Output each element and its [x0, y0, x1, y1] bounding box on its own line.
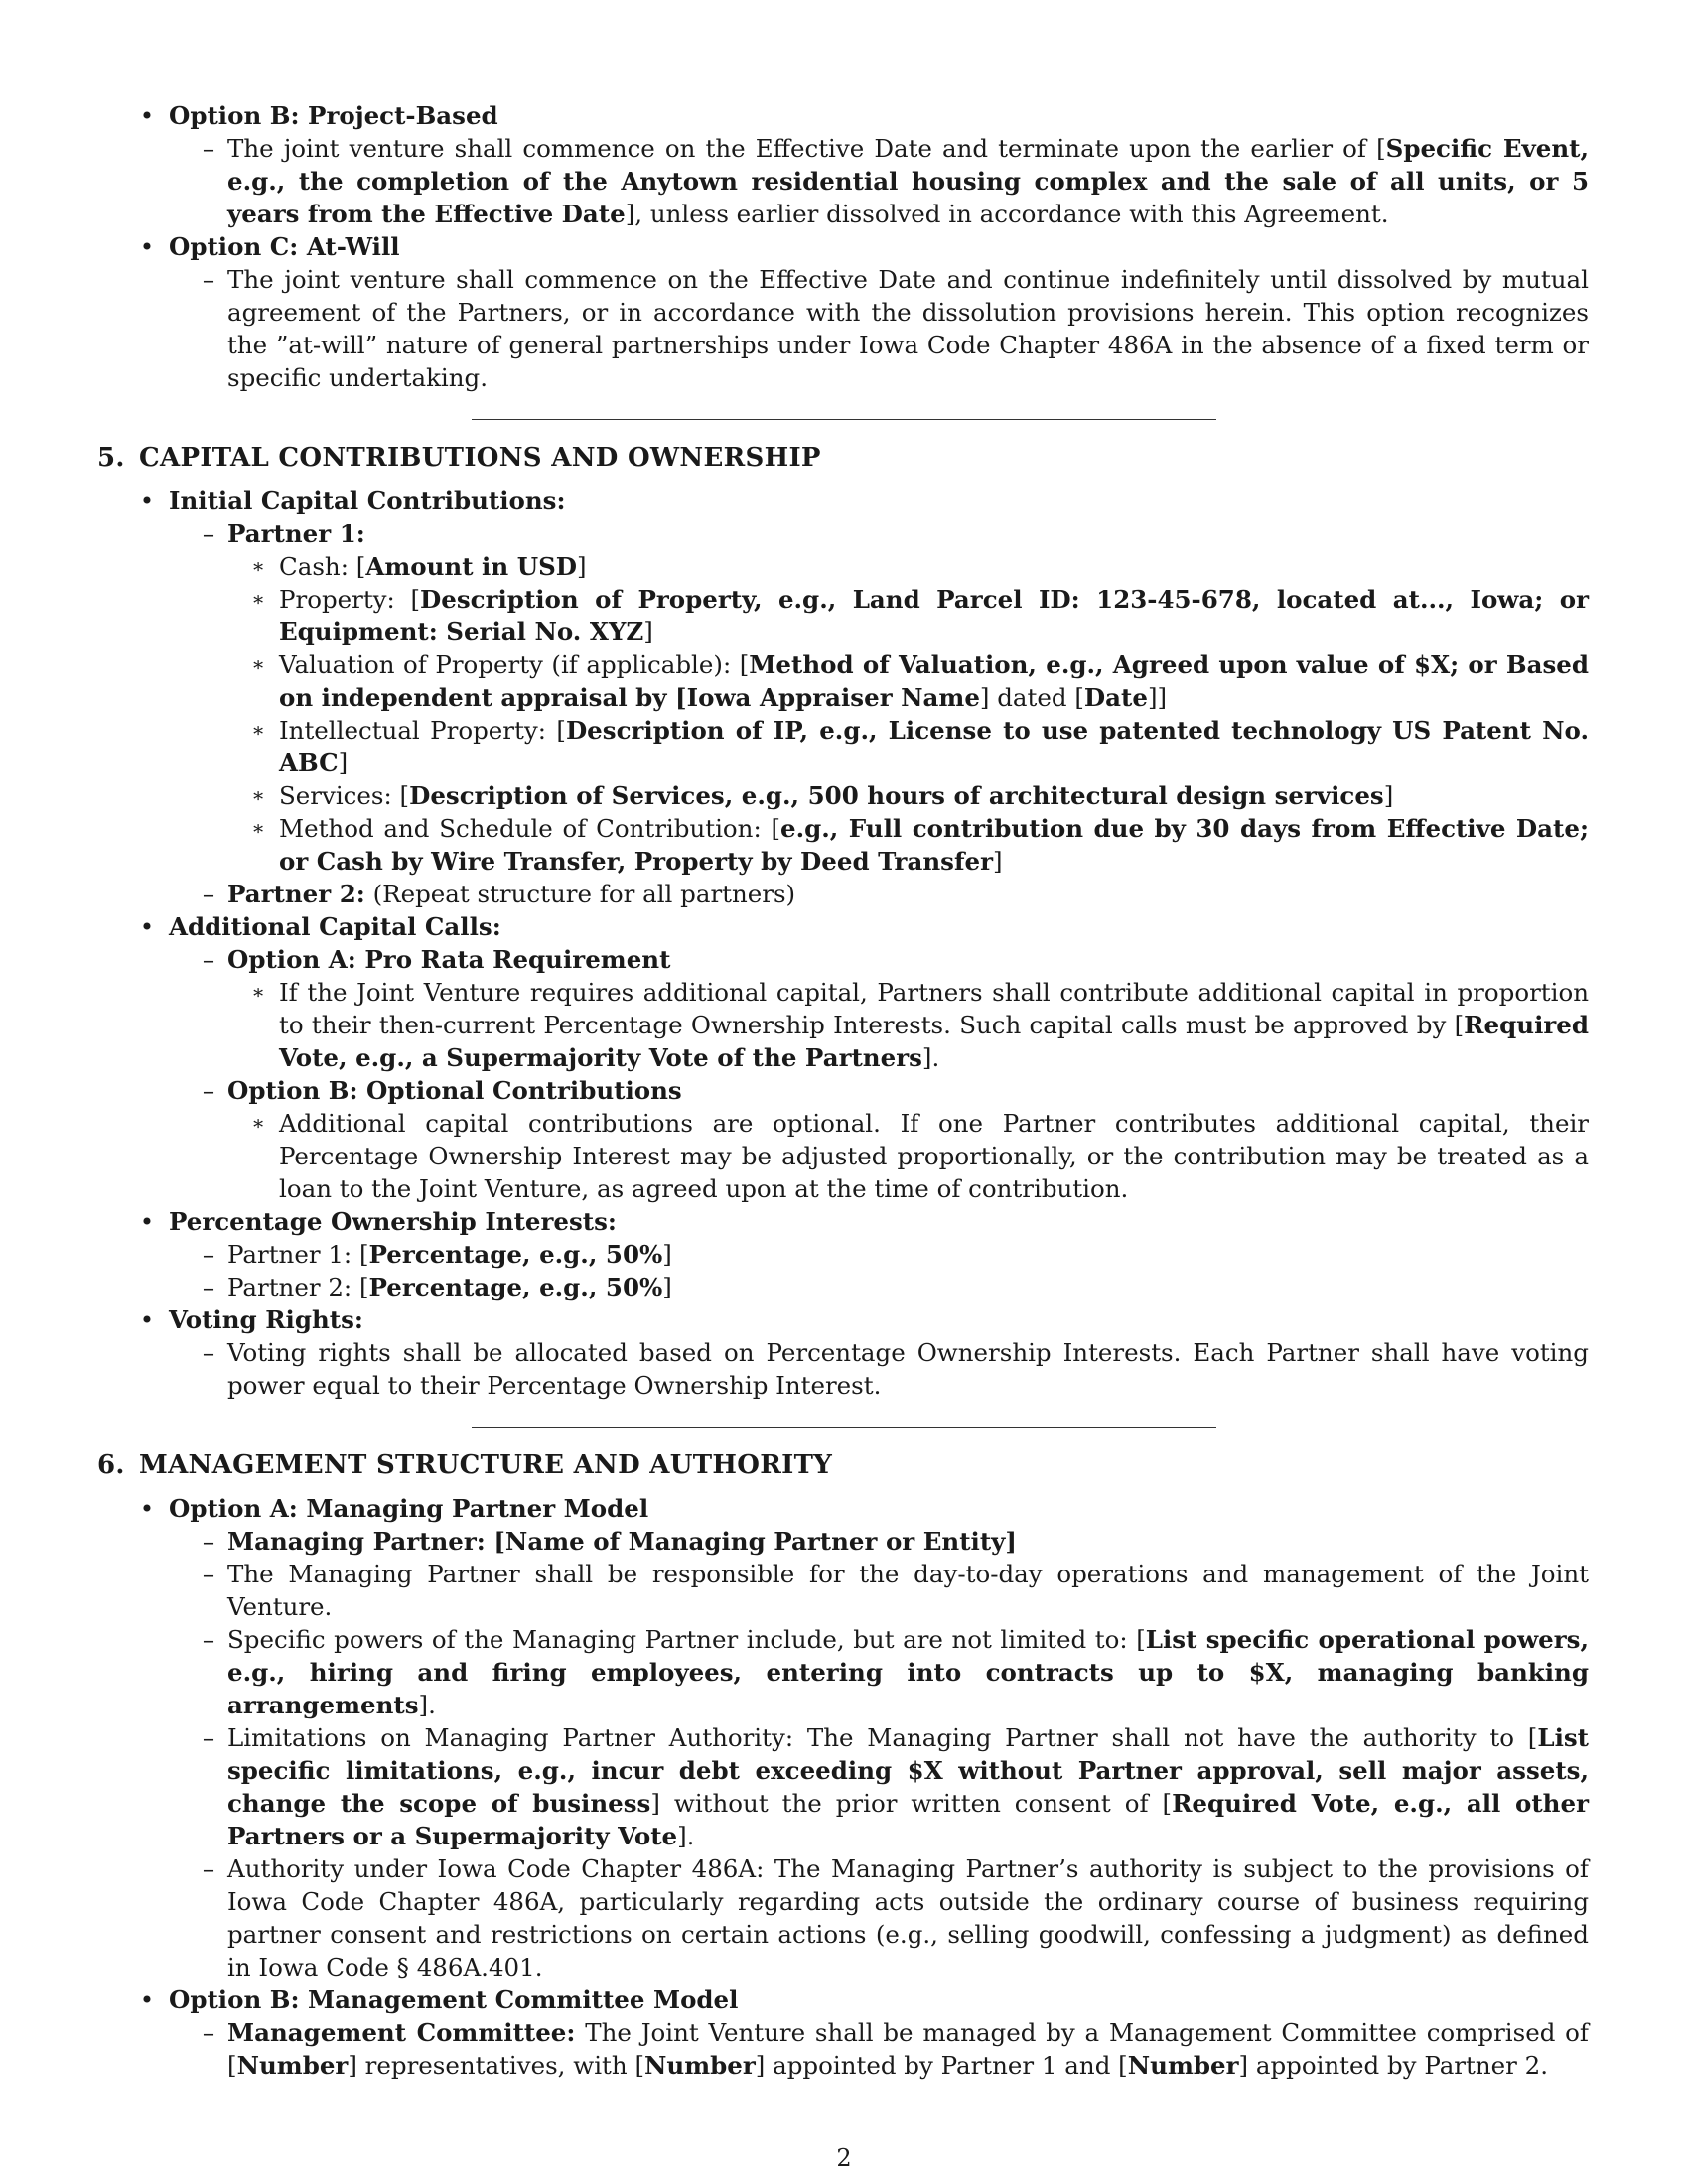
dash-icon: – — [202, 265, 215, 294]
management-committee-option-item: • Option B: Management Committee Model — [97, 1983, 1589, 2016]
dash-icon: – — [202, 2018, 215, 2047]
calls-option-b-item: – Option B: Optional Contributions — [97, 1074, 1589, 1107]
option-b-project-item — [97, 99, 1589, 132]
dash-icon: – — [202, 1273, 215, 1301]
managing-partner-limitations: – Limitations on Managing Partner Authority: The Managing Partner shall not have the authority to [List specific limitations, e.g., incur debt exceeding $X without Partner approval, sell major assets, change the scope of business] without the prior written consent of [Required Vote, e.g., all other Partners or a Supermajority Vote]. — [97, 1721, 1589, 1852]
bullet-icon: • — [139, 912, 155, 941]
calls-option-a-text: ∗ If the Joint Venture requires additional capital, Partners shall contribute additional capital in proportion to their then-current Percentage Ownership Interests. Such capital calls must be approved by [Required Vote, e.g., a Supermajority Vote of the Partners]. — [97, 976, 1589, 1074]
voting-rights-text: – Voting rights shall be allocated based on Percentage Ownership Interests. Each Partner shall have voting power equal to their Percentage Ownership Interest. — [97, 1336, 1589, 1402]
percentage-ownership-item: • Percentage Ownership Interests: — [97, 1205, 1589, 1238]
option-b-project-text: – The joint venture shall commence on the Effective Date and terminate upon the earlier of [Specific Event, e.g., the completion of the Anytown residential housing complex and the sale of all units, or 5 years from the Effective Date], unless earlier dissolved in accordance with this Agreement. — [97, 132, 1589, 230]
option-c-atwill-item — [97, 230, 1589, 263]
dash-icon: – — [202, 1625, 215, 1654]
valuation-item: ∗ Valuation of Property (if applicable): [Method of Valuation, e.g., Agreed upon value of $X; or Based on independent appraisal by [Iowa Appraiser Name] dated [Date]] — [97, 648, 1589, 714]
dash-icon: – — [202, 519, 215, 548]
section-heading-5: 5. CAPITAL CONTRIBUTIONS AND OWNERSHIP — [97, 443, 821, 473]
asterisk-icon: ∗ — [251, 783, 265, 807]
section-divider — [472, 1427, 1216, 1428]
ip-item: ∗ Intellectual Property: [Description of IP, e.g., License to use patented technology US Patent No. ABC] — [97, 714, 1589, 779]
method-item: ∗ Method and Schedule of Contribution: [e.g., Full contribution due by 30 days from Effective Date; or Cash by Wire Transfer, Property by Deed Transfer] — [97, 812, 1589, 878]
bullet-icon: • — [139, 486, 155, 515]
asterisk-icon: ∗ — [251, 1111, 265, 1135]
managing-partner-authority: – Authority under Iowa Code Chapter 486A: The Managing Partner’s authority is subject to the provisions of Iowa Code Chapter 486A, particularly regarding acts outside the ordinary course of business requiring partner consent and restrictions on certain actions (e.g., selling goodwill, confessing a judgment) as defined in Iowa Code § 486A.401. — [97, 1852, 1589, 1983]
managing-partner-label: – Managing Partner: [Name of Managing Partner or Entity] — [97, 1525, 1589, 1558]
dash-icon: – — [202, 134, 215, 163]
managing-partner-powers: – Specific powers of the Managing Partner include, but are not limited to: [List specific operational powers, e.g., hiring and firing employees, entering into contracts up to $X, managing banking arrangements]. — [97, 1623, 1589, 1721]
services-item: ∗ Services: [Description of Services, e.g., 500 hours of architectural design services] — [97, 779, 1589, 812]
asterisk-icon: ∗ — [251, 554, 265, 578]
asterisk-icon: ∗ — [251, 980, 265, 1004]
capital-calls-item: • Additional Capital Calls: — [97, 910, 1589, 943]
asterisk-icon: ∗ — [251, 652, 265, 676]
initial-contributions-item: • Initial Capital Contributions: — [97, 484, 1589, 517]
option-title: Option B: Project-Based — [169, 101, 498, 130]
page-content — [97, 99, 1589, 2082]
section-divider — [472, 419, 1216, 420]
dash-icon: – — [202, 1854, 215, 1883]
property-item: ∗ Property: [Description of Property, e.g., Land Parcel ID: 123-45-678, located at..., Iowa; or Equipment: Serial No. XYZ] — [97, 583, 1589, 648]
partner2-item: – Partner 2: (Repeat structure for all partners) — [97, 878, 1589, 910]
dash-icon: – — [202, 1723, 215, 1752]
asterisk-icon: ∗ — [251, 587, 265, 611]
section-heading-6: 6. MANAGEMENT STRUCTURE AND AUTHORITY — [97, 1450, 833, 1480]
pct-partner1-item: – Partner 1: [Percentage, e.g., 50%] — [97, 1238, 1589, 1271]
cash-item: ∗ Cash: [Amount in USD] — [97, 550, 1589, 583]
dash-icon: – — [202, 1527, 215, 1556]
bullet-icon: • — [139, 101, 155, 130]
calls-option-b-text: ∗ Additional capital contributions are optional. If one Partner contributes additional capital, their Percentage Ownership Interest may be adjusted proportionally, or the contribution may be treated as a loan to the Joint Venture, as agreed upon at the time of contribution. — [97, 1107, 1589, 1205]
bullet-icon: • — [139, 232, 155, 261]
bullet-icon: • — [139, 1985, 155, 2014]
dash-icon: – — [202, 1560, 215, 1588]
dash-icon: – — [202, 1240, 215, 1269]
management-committee-text: – Management Committee: The Joint Venture shall be managed by a Management Committee comprised of [Number] representatives, with [Number] appointed by Partner 1 and [Number] appointed by Partner 2. — [97, 2016, 1589, 2082]
bullet-icon: • — [139, 1305, 155, 1334]
pct-partner2-item: – Partner 2: [Percentage, e.g., 50%] — [97, 1271, 1589, 1303]
asterisk-icon: ∗ — [251, 718, 265, 742]
partner1-item: – Partner 1: — [97, 517, 1589, 550]
page-number: 2 — [836, 2144, 852, 2172]
managing-partner-responsibility: – The Managing Partner shall be responsible for the day-to-day operations and management of the Joint Venture. — [97, 1558, 1589, 1623]
option-c-atwill-text: – The joint venture shall commence on the Effective Date and continue indefinitely until dissolved by mutual agreement of the Partners, or in accordance with the dissolution provisions herein. This option recognizes the ”at-will” nature of general partnerships under Iowa Code Chapter 486A in the absence of a fixed term or specific undertaking. — [97, 263, 1589, 394]
dash-icon: – — [202, 945, 215, 974]
calls-option-a-item: – Option A: Pro Rata Requirement — [97, 943, 1589, 976]
dash-icon: – — [202, 1338, 215, 1367]
dash-icon: – — [202, 880, 215, 908]
managing-partner-option-item: • Option A: Managing Partner Model — [97, 1492, 1589, 1525]
asterisk-icon: ∗ — [251, 816, 265, 840]
voting-rights-item: • Voting Rights: — [97, 1303, 1589, 1336]
bullet-icon: • — [139, 1494, 155, 1523]
option-title: Option C: At-Will — [169, 232, 400, 261]
dash-icon: – — [202, 1076, 215, 1105]
bullet-icon: • — [139, 1207, 155, 1236]
